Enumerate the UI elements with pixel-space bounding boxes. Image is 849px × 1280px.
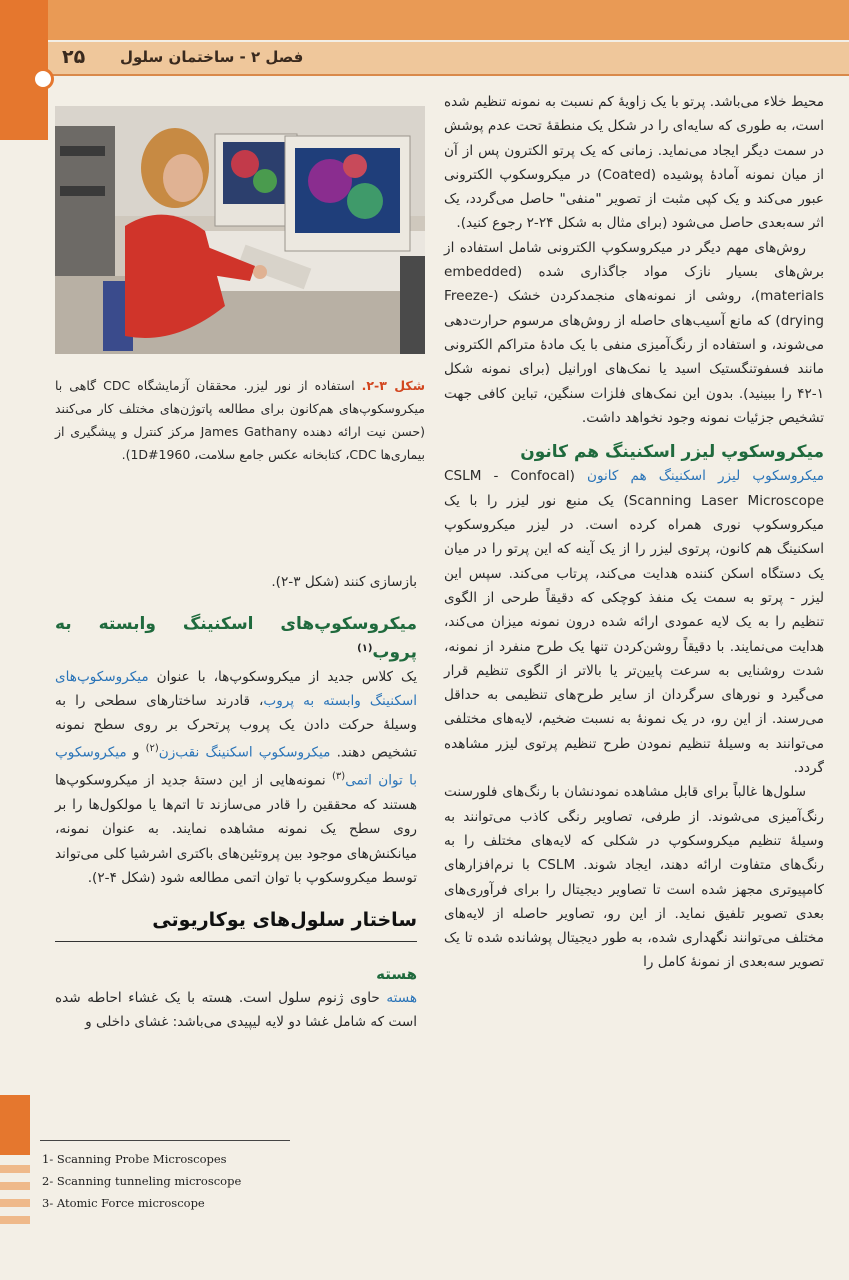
side-strip bbox=[0, 1216, 30, 1224]
left-column bbox=[55, 570, 417, 1034]
paragraph: روش‌های مهم دیگر در میکروسکوپ الکترونی شامل استفاده از برش‌های بسیار نازک مواد جاگذاری شده (embedded materials)، روشی از نمونه‌های منجمدکردن خشک (Freeze-drying) که مانع آسیب‌های حاصله از روش‌های مرسوم حرارت‌دهی می‌شوند، و استفاده از رنگ‌آمیزی منفی با یک مادهٔ متراکم الکترونی مانند فسفوتنگستیک اسید یا نمک‌های اورانیل (برای نمونه شکل ۱-۴۲ را ببینید). بدون این نمک‌های فلزات سنگین، تباین کافی جهت تشخیص جزئیات نمونه وجود نخواهد داشت. bbox=[444, 239, 824, 426]
footnote-2: 2- Scanning tunneling microscope bbox=[42, 1174, 242, 1188]
footnote-rule bbox=[40, 1140, 290, 1141]
section-heading-eukaryote: ساختار سلول‌های یوکاریوتی bbox=[55, 908, 417, 941]
footnote-ref: (۲) bbox=[145, 743, 159, 755]
footnote-ref: (۱) bbox=[357, 642, 373, 654]
side-strip bbox=[0, 1199, 30, 1207]
page-number: ۲۵ bbox=[62, 46, 86, 68]
footnote-1: 1- Scanning Probe Microscopes bbox=[42, 1152, 227, 1166]
term-cslm: میکروسکوپ لیزر اسکنینگ هم کانون bbox=[586, 468, 824, 485]
term-stm: میکروسکوپ اسکنینگ نقب‌زن bbox=[158, 744, 331, 761]
chapter-title: فصل ۲ - ساختمان سلول bbox=[120, 48, 304, 66]
footnote-ref: (۳) bbox=[332, 771, 346, 783]
side-strip bbox=[0, 1095, 30, 1155]
term-afm: میکروسکوپ با توان اتمی bbox=[55, 744, 417, 789]
subheading-nucleus: هسته bbox=[376, 964, 417, 983]
paragraph: حاوی ژنوم سلول است. هسته با یک غشاء احاطه شده است که شامل غشا دو لایه لیپیدی می‌باشد: غشای داخلی و bbox=[55, 989, 417, 1031]
figure-photo-lab bbox=[55, 106, 425, 354]
paragraph: محیط خلاء می‌باشد. پرتو با یک زاویهٔ کم نسبت به نمونه تنظیم شده است، به طوری که سایه‌ای را در شکل یک منطقهٔ تحت عدم پوشش در سمت دیگر ایجاد می‌نماید. زمانی که یک پرتو الکترون پس از آن از میان نمونه آمادهٔ پوشیده (Coated) در میکروسکوپ الکترونی عبور می‌کند و یک کپی مثبت از تصویر "منفی" حاصل می‌گردد، یک اثر سه‌بعدی حاصل می‌شود (برای مثال به شکل ۲۴-۲ رجوع کنید). bbox=[444, 94, 824, 232]
term-spm: میکروسکوپ‌های اسکنینگ وابسته به پروب bbox=[55, 668, 417, 709]
side-strip bbox=[0, 1165, 30, 1173]
paragraph: نمونه‌هایی از این دستهٔ جدید از میکروسکوپ‌ها هستند که محققین را قادر می‌سازند تا اتم‌ها یا مولکول‌ها را بر روی سطح یک نمونه مشاهده نمایند. به عنوان نمونه، میانکنش‌های موجود بین پروتئین‌های باکتری اشرشیا کلی می‌تواند توسط میکروسکوپ با توان اتمی مطالعه شود (شکل ۴-۲). bbox=[55, 772, 417, 886]
paragraph: سلول‌ها غالباً برای قابل مشاهده نمودنشان با رنگ‌های فلورسنت رنگ‌آمیزی می‌شوند. از طرفی، تصاویر رنگی کاذب می‌توانند به وسیلهٔ تنظیم میکروسکوپ در شکلی که لایه‌های مختلف را به رنگ‌های متفاوت ارائه دهند، ایجاد شوند. CSLM با نرم‌افزارهای کامپیوتری مجهز شده است تا تصاویر دیجیتال را برای فرآوری‌های بعدی تصویر تلفیق نماید. از این رو، تصاویر حاصله از لایه‌های مختلف می‌توانند نگهداری شده، به طور دیجیتال پوشانده شده تا یک تصویر سه‌بعدی از نمونهٔ کامل را bbox=[444, 784, 824, 971]
side-strip bbox=[0, 1182, 30, 1190]
figure-caption bbox=[55, 374, 425, 466]
paragraph: ، قادرند ساختارهای سطحی را به وسیلهٔ حرکت دادن یک پروب پرتحرک بر روی سطح نمونه تشخیص دهند. bbox=[55, 692, 417, 761]
footnote-3: 3- Atomic Force microscope bbox=[42, 1196, 205, 1210]
caption-text: استفاده از نور لیزر. محققان آزمایشگاه CDC گاهی با میکروسکوپ‌های هم‌کانون برای مطالعه پاتوژن‌های مختلف کار می‌کنند (حسن نیت ارائه دهنده James Gathany مرکز کنترل و پیشگیری از بیماری‌ها CDC، کتابخانه عکس جامع سلامت، 1D#1960). bbox=[55, 378, 425, 462]
paragraph: و bbox=[126, 744, 146, 761]
term-nucleus: هسته bbox=[386, 989, 417, 1006]
paragraph: (CSLM - Confocal Scanning Laser Microscope) یک منبع نور لیزر را با یک میکروسکوپ نوری همراه کرده است. در لیزر میکروسکوپ اسکنینگ هم کانون، پرتوی لیزر را از یک آینه که این پرتو را در میان یک دستگاه اسکن کننده هدایت می‌کند، پرتاب می‌کند. سپس این لیزر - پرتو به سمت یک منفذ کوچکی که دقیقاً طرحی از الگوی تنظیم را به یک لایه عمودی ارائه شده درون نمونه میزان می‌کند، هدایت می‌نمایند. با دقیقاً روشن‌کردن تنها یک طرح منفرد از نمونه، شدت روشنایی به سرعت پایین‌تر یا بالاتر از الگوی تنظیم قرار می‌گیرد و نورهای سرگردان از سایر طرح‌های تنظیمی به حداقل می‌رسند. از این رو، در یک نمونهٔ به نسبت ضخیم، لایه‌های مختلفی می‌توانند به وسیلهٔ تنظیم نمودن طرح تنظیم پرتوی لیزر مشاهده گردد. bbox=[444, 468, 824, 777]
paragraph: بازسازی کنند (شکل ۳-۲). bbox=[271, 574, 417, 590]
caption-label: شکل ۳-۲. bbox=[361, 378, 425, 393]
paragraph: یک کلاس جدید از میکروسکوپ‌ها، با عنوان bbox=[156, 668, 417, 685]
right-column bbox=[444, 90, 824, 975]
header-circle-ornament bbox=[32, 68, 54, 90]
header-band bbox=[0, 0, 849, 40]
section-heading-spm: میکروسکوپ‌های اسکنینگ وابسته به پروب bbox=[55, 614, 417, 663]
section-heading-cslm: میکروسکوپ لیزر اسکنینگ هم کانون bbox=[520, 442, 824, 463]
